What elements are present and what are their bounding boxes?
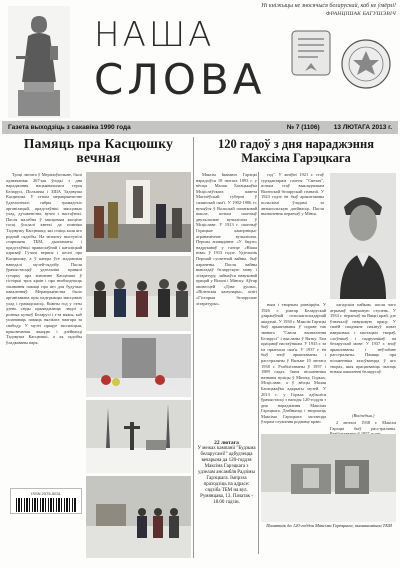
column-divider xyxy=(258,172,259,554)
memorial-caption: Памятнік да 120-годдзя Максіма Гарэцкага, выхаваннікам ТБМ xyxy=(266,523,392,528)
right-article-paragraph-4b: 2 лютага 1938 г. Максім Гарэцкі быў расстраляны. xyxy=(330,420,396,431)
portrait-photo xyxy=(330,173,396,299)
publication-since: Газета выходзіць з сакавіка 1990 года xyxy=(8,124,131,131)
left-article-body xyxy=(6,172,82,509)
title-line-2: СЛОВА xyxy=(94,55,266,104)
right-article-paragraph-4: лагадскім пайкам, пасля чаго атрымаў навуковую ступень. У 1933 г. пераехаў на Вяцкі край, дзе ўзначаліў навуковую працу. У сваёй спадчыне пакінуў шмат навуковых і мастацкіх твораў, слоўнікаў і падручнікаў па беларускай мове. У 1937 г. зноў арыштаваны і неўзабаве расстраляны. Памяць пра пісьменніка захоўваецца ў яго творах, якія працягваюць чытаць новыя пакаленні беларусаў. xyxy=(330,302,396,375)
issn-number: ISSN 2075-5031 xyxy=(31,491,61,496)
issue-number: № 7 (1106) xyxy=(286,124,320,131)
info-bar xyxy=(2,121,398,134)
founder-name: ФРАНЦІШАК БАГУШЭВІЧ xyxy=(326,11,396,17)
article-source: (Вікіпедыя.) xyxy=(352,413,375,418)
photo-flowers xyxy=(86,334,191,397)
photo-gathering xyxy=(86,476,191,558)
right-article-column-4 xyxy=(330,302,396,414)
announcement-date: 22 лютага xyxy=(214,440,239,446)
right-headline: 120 гадоў з дня нараджэння Максіма Гарэцкага xyxy=(218,137,374,165)
barcode-icon xyxy=(16,498,76,512)
right-article-paragraph-1: Максім Іванавіч Гарэцкі нарадзіўся 18 лютага 1893 г. у вёсцы Малая Багацькаўка Мсціслаўскага павета Магілёўскай губерні ў сялянскай сям'і. У 1902-1906 гг. вучыўся ў Вольскай пачатковай школе, потым скончыў двухкласнае вучылішча ў Мсціславе. У 1913 г. скончыў Горацкае каморніцка-агранамічнае вучылішча. Першы апавяданне «У бядзе» надрукаваў у газеце «Наша ніва» ў 1913 годзе. Удзельнік Першай сусветнай вайны, быў паранены. Пасля вайны выкладаў беларускую мову і літаратуру, займаўся навуковай працай у Вільні і Мінску. Аўтар аповесцей «Дзве душы», «Віленскія камунары», кнігі «Гісторыя беларускае літаратуры». xyxy=(196,172,257,306)
emblem-seal-icon xyxy=(340,38,392,90)
right-article-paragraph-2: год". У жніўні 1921 г. стаў сурэдактарам газеты "Светач", потым стаў выкладчыкам Віленскай беларускай гімназіі. У 1923 годзе ён быў арыштаваны польскімі ўладамі за антыпольскую дзейнасць. Пасля вызвалення пераехаў у Мінск. xyxy=(261,172,324,217)
right-article-column-2 xyxy=(261,172,324,302)
memorial-photo xyxy=(261,434,396,522)
masthead xyxy=(0,0,400,121)
event-announcement xyxy=(196,440,257,506)
left-article-paragraph: Трэці лютага ў Мерачоўшчыне, былі адзначаныя 267-ыя ўгодкі з дня нараджэння нацыянальнага героя Беларусі, Польшчы і ЗША Тадэвуша Касцюшкі. У гэтым мерапрыемстве ўдзельнічалі сябры грамадскіх арганізацый, прадстаўнікі мясцовых улад, духавенства, вучні і настаўнікі. Пасля малебна ў мясцовым касцёле госці ўсклалі кветкі да помніка Тадэвушу Касцюшку, які стаіць каля яго роднай сядзібы. На мітынгу выступілі старшыня ТБМ, дыпламаты і прадстаўнікі праваслаўнай і каталіцкай цэркваў. Гучалі вершы і песні пра Касцюшку, а ў канцы ўсе жадаючыя наведалі музей-сядзібу. Пасля ўрачыстасцяў удзельнікі правялі гутарку пра значэнне Касцюшкі ў гісторыі трох краін і пра неабходнасць захавання памяці пра яго для будучых пакаленняў. Мерапрыемства было арганізавана пры падтрымцы мясцовых улад і грамадскасці. Кожны год у гэты дзень сюды прыязджаюць людзі з розных куткоў Беларусі і з-за мяжы, каб ушанаваць памяць вялікага змагара за свабоду. У музеі працуе экспазіцыя, прысвечаная жыццю і дзейнасці Тадэвуша Касцюшкі, а ля сядзібы ўладкаваны парк. xyxy=(6,172,82,345)
left-headline: Памяць пра Касцюшку вечная xyxy=(23,136,174,165)
photo-winter-manor xyxy=(86,400,191,473)
photo-ceremony xyxy=(86,172,191,252)
emblem-book-icon xyxy=(286,23,336,83)
issue-date: 13 ЛЮТАГА 2013 г. xyxy=(333,124,392,131)
right-article-paragraph-3: ным і творчым развіццём. У 1926 г. рэктар Беларускай дзяржаўнай сельскагаспадарчай акадэміі. У 1930 г. Максім Гарэцкі быў арыштаваны ў справе так званага "Саюза вызвалення Беларусі" і высланы ў Вятку. Там працаваў настаўнікам. У 1935 г. за ім прыехала сям'я. У 1937 г. ён быў зноў арыштаваны і расстраляны ў Вязьме 10 лютага 1938 г. Рэабілітаваны ў 1957 і 1989 гадах. Імем пісьменніка названы вуліцы ў Мінску, Горках, Мсціславе, а ў вёсцы Малая Багацькаўка адкрыты музей. У 2013 г. у Горках адбыліся ўрачыстасці з нагоды 120-годдзя з дня нараджэння Максіма Гарэцкага. Дзейнасць і творчасць Максіма Гарэцкага застаецца ўзорам служэння роднаму краю. xyxy=(261,302,326,425)
photo-crowd xyxy=(86,256,191,331)
announcement-text: У межах кампаніі "Будзьма беларусамі!" адбудзецца вечарына да 120-годдзя Максіма Гарэцкага з удзелам ансамбля Радзімы Гарэцкага. Імпрэза праходзіць па адрасе: сядзіба ТБМ на вул. Румянцава, 13. Пачатак - 18.00 гадзін. xyxy=(197,446,256,505)
issn-box xyxy=(10,488,82,514)
title-line-1: НАША xyxy=(94,15,215,55)
monument-illustration xyxy=(8,6,70,118)
motto: Ні кніжыцы не зносячыся беларускай, каб не ўмёрлі! xyxy=(261,3,396,9)
column-divider xyxy=(193,137,194,558)
